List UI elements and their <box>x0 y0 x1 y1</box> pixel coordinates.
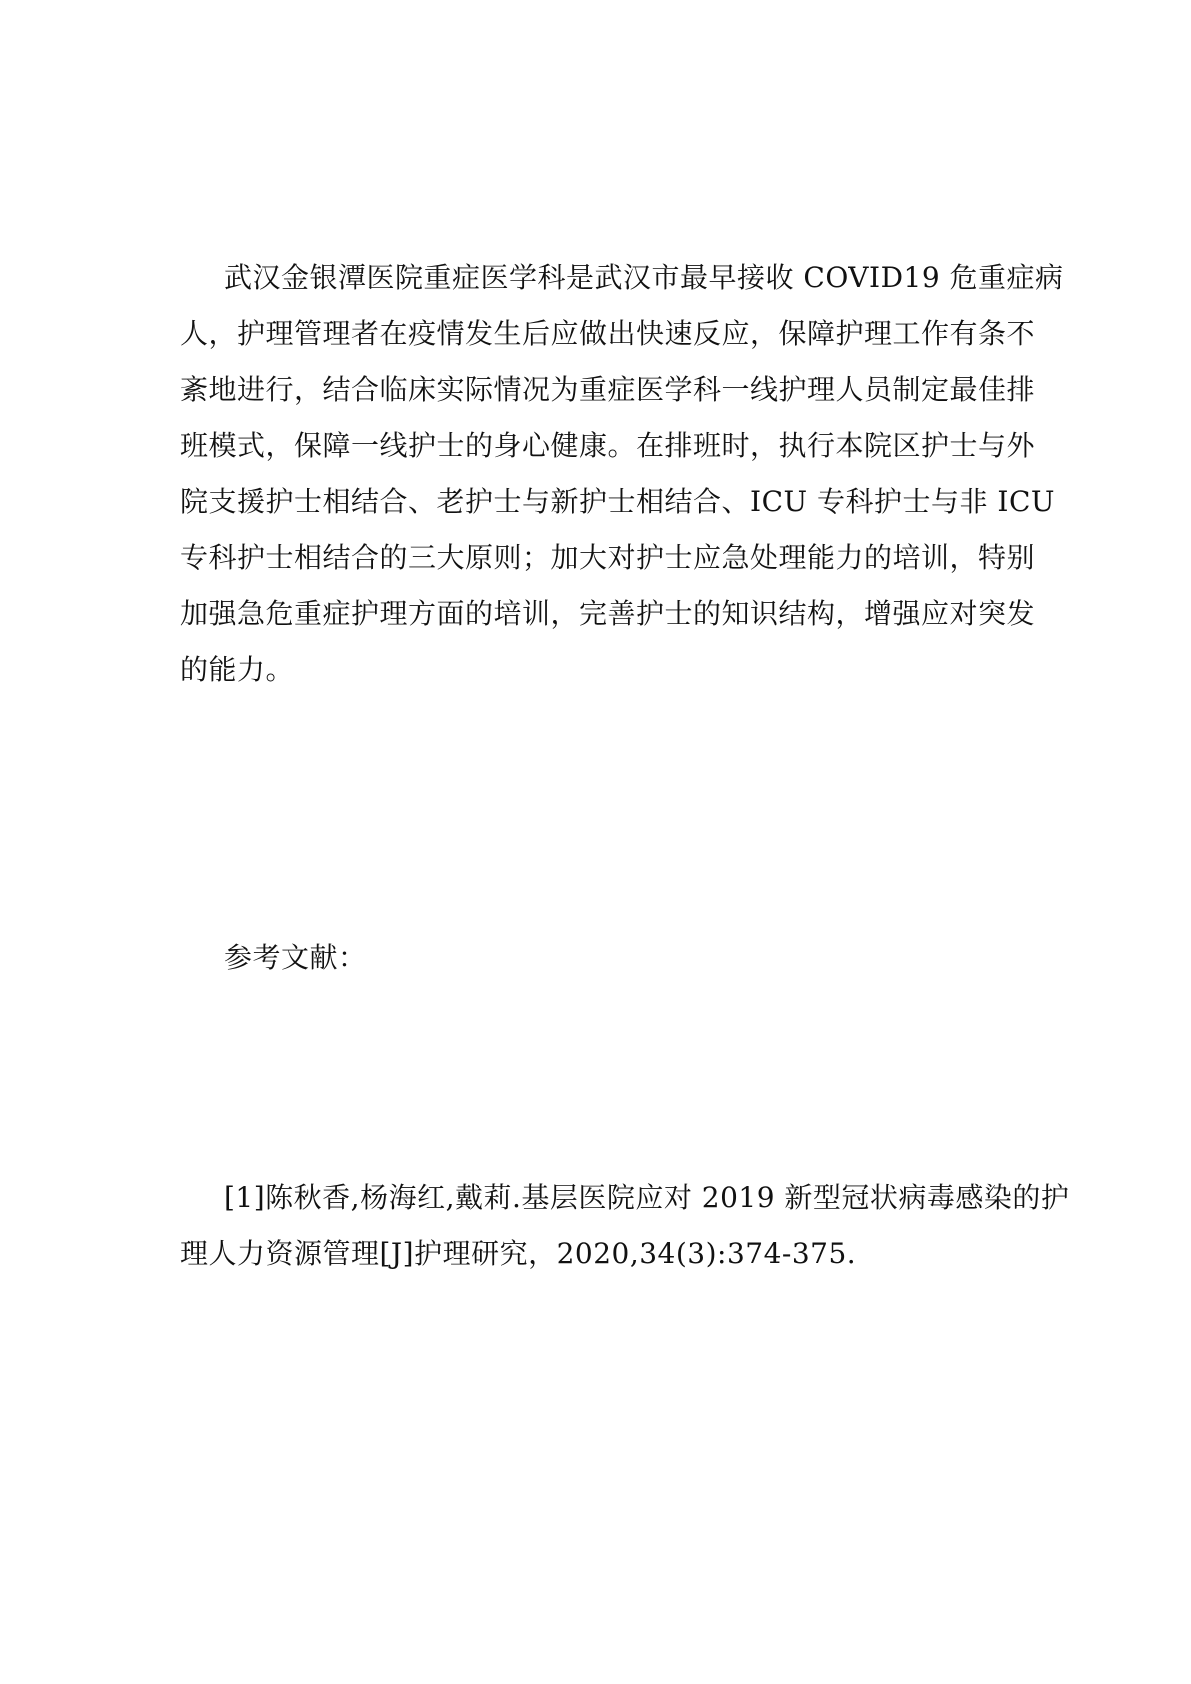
body-line-3: 紊地进行，结合临床实际情况为重症医学科一线护理人员制定最佳排 <box>180 373 1036 406</box>
body-line-5: 院支援护士相结合、老护士与新护士相结合、ICU 专科护士与非 ICU <box>180 485 1055 518</box>
references-heading: 参考文献： <box>224 941 367 974</box>
reference-item-1-line-2: 理人力资源管理[J]护理研究，2020,34(3):374-375. <box>180 1237 857 1270</box>
body-line-2: 人，护理管理者在疫情发生后应做出快速反应，保障护理工作有条不 <box>180 317 1036 350</box>
body-line-6: 专科护士相结合的三大原则；加大对护士应急处理能力的培训，特别 <box>180 541 1036 574</box>
body-line-1: 武汉金银潭医院重症医学科是武汉市最早接收 COVID19 危重症病 <box>224 261 1064 294</box>
reference-item-1-line-1: [1]陈秋香,杨海红,戴莉.基层医院应对 2019 新型冠状病毒感染的护 <box>224 1181 1070 1214</box>
body-line-7: 加强急危重症护理方面的培训，完善护士的知识结构，增强应对突发 <box>180 597 1036 630</box>
body-line-4: 班模式，保障一线护士的身心健康。在排班时，执行本院区护士与外 <box>180 429 1036 462</box>
body-line-8: 的能力。 <box>180 653 295 686</box>
